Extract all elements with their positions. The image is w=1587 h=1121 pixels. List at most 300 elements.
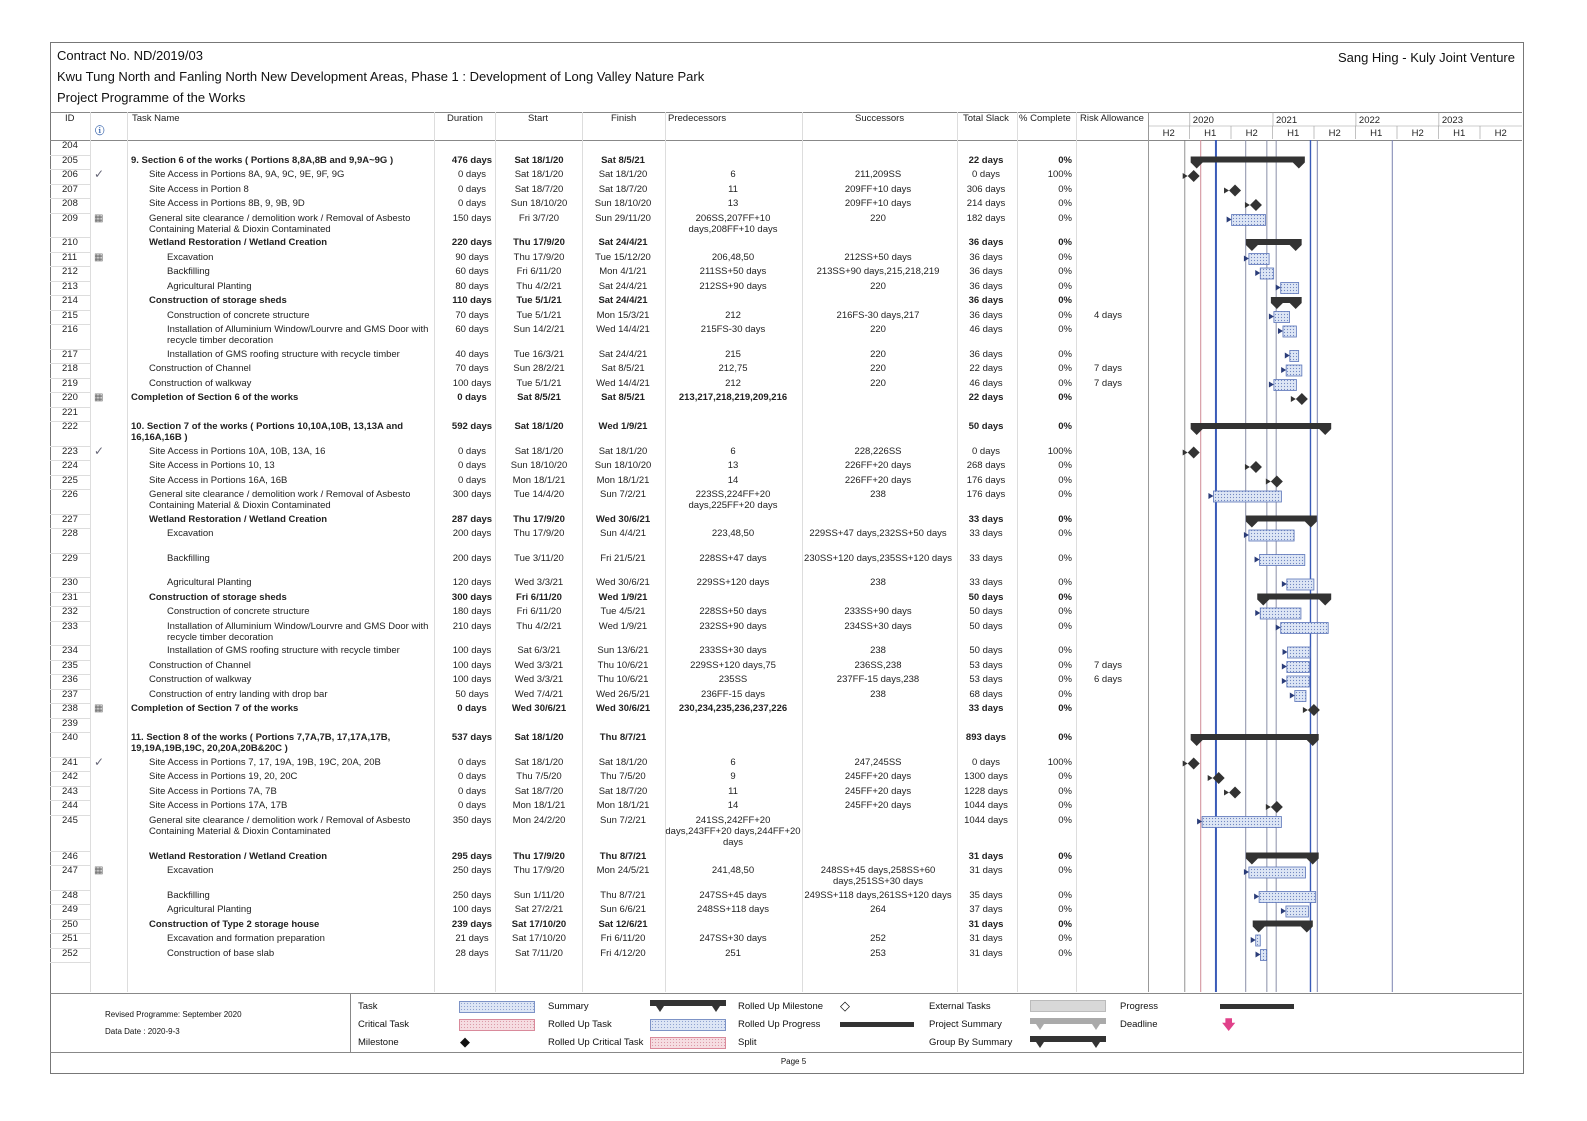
milestone-diamond xyxy=(1188,170,1200,182)
task-successors: 220 xyxy=(870,348,886,360)
table-row[interactable] xyxy=(50,140,1148,155)
task-predecessors: 215FS-30 days xyxy=(700,324,766,335)
milestone-diamond-icon: ◆ xyxy=(460,1034,470,1049)
table-row[interactable] xyxy=(50,771,1148,786)
task-name: 10. Section 7 of the works ( Portions 10,10A,10B, 13,13A and 16,16A,16B ) xyxy=(131,421,404,443)
link-arrow xyxy=(1224,790,1229,796)
task-successors: 226FF+20 days xyxy=(844,460,912,471)
task-id: 230 xyxy=(62,577,78,588)
task-id: 210 xyxy=(62,237,78,248)
link-arrow xyxy=(1278,328,1283,334)
table-row[interactable] xyxy=(50,378,1148,393)
task-duration: 28 days xyxy=(455,947,489,959)
task-pct-complete: 0% xyxy=(1058,251,1072,263)
table-row[interactable] xyxy=(50,475,1148,490)
table-row[interactable] xyxy=(50,606,1148,621)
task-pct-complete: 0% xyxy=(1058,732,1072,743)
table-row[interactable] xyxy=(50,718,1148,733)
task-pct-complete: 0% xyxy=(1058,645,1072,656)
task-pct-complete: 0% xyxy=(1058,591,1072,603)
info-icon: ⓘ xyxy=(95,126,105,137)
link-arrow xyxy=(1281,367,1286,373)
table-row[interactable] xyxy=(50,904,1148,919)
task-name: Completion of Section 6 of the works xyxy=(131,392,299,403)
table-row[interactable] xyxy=(50,281,1148,296)
task-predecessors: 11 xyxy=(728,183,738,195)
task-duration: 180 days xyxy=(452,606,492,617)
task-name: General site clearance / demolition work / Removal of Asbesto Containing Material & Dioxin Contaminated xyxy=(149,489,411,511)
table-row[interactable] xyxy=(50,703,1148,718)
task-successors: 212SS+50 days xyxy=(844,251,912,263)
link-arrow xyxy=(1245,464,1250,470)
task-finish: Sat 18/1/20 xyxy=(598,756,648,768)
link-arrow xyxy=(1227,217,1232,223)
task-name: Construction of Type 2 storage house xyxy=(149,918,320,930)
table-row[interactable] xyxy=(50,815,1148,851)
link-arrow xyxy=(1283,649,1288,655)
task-duration: 220 days xyxy=(451,237,493,248)
task-successors: 220 xyxy=(870,377,886,389)
link-arrow xyxy=(1266,804,1271,810)
task-bar xyxy=(1249,867,1306,878)
task-name: Agricultural Planting xyxy=(167,577,252,588)
task-id: 228 xyxy=(62,528,78,539)
table-row[interactable] xyxy=(50,674,1148,689)
task-name: Completion of Section 7 of the works xyxy=(131,703,299,714)
col-task-name[interactable]: Task Name xyxy=(132,113,180,124)
task-id: 235 xyxy=(62,659,78,671)
legend-critical-swatch xyxy=(459,1019,535,1031)
task-id: 208 xyxy=(62,198,78,209)
task-name: Construction of Channel xyxy=(149,363,251,374)
task-id: 205 xyxy=(62,154,78,166)
timescale-half-label: H2 xyxy=(1494,128,1507,139)
table-row[interactable] xyxy=(50,252,1148,267)
task-finish: Wed 30/6/21 xyxy=(595,703,651,714)
link-arrow xyxy=(1244,256,1249,262)
table-row[interactable] xyxy=(50,948,1148,963)
task-id: 223 xyxy=(62,445,78,457)
legend-summary-label: Summary xyxy=(548,1001,589,1012)
task-successors: 238 xyxy=(870,645,886,656)
company-name: Sang Hing - Kuly Joint Venture xyxy=(1337,50,1515,65)
task-start: Thu 17/9/20 xyxy=(513,528,565,539)
table-row[interactable] xyxy=(50,295,1148,310)
revised-programme: Revised Programme: September 2020 xyxy=(105,1010,242,1019)
task-id: 215 xyxy=(62,309,78,321)
task-pct-complete: 0% xyxy=(1058,460,1072,471)
task-successors: 245FF+20 days xyxy=(844,800,912,811)
task-total-slack: 36 days xyxy=(969,266,1003,277)
external-tasks-swatch xyxy=(1030,1000,1106,1012)
task-start: Sat 18/7/20 xyxy=(514,183,564,195)
task-id: 221 xyxy=(62,406,78,418)
task-duration: 0 days xyxy=(457,392,487,403)
task-bar xyxy=(1281,283,1299,294)
task-total-slack: 31 days xyxy=(969,947,1003,959)
task-predecessors: 6 xyxy=(730,445,736,457)
task-id: 248 xyxy=(62,889,78,901)
task-bar xyxy=(1295,691,1306,702)
group-summary-icon xyxy=(1030,1036,1106,1050)
table-row[interactable] xyxy=(50,553,1148,578)
table-row[interactable] xyxy=(50,800,1148,815)
task-predecessors: 212SS+90 days xyxy=(699,280,767,292)
col-start[interactable]: Start xyxy=(528,113,549,124)
task-id: 229 xyxy=(62,552,78,564)
task-successors: 236SS,238 xyxy=(854,659,902,671)
legend-rolled-up-progress-label: Rolled Up Progress xyxy=(738,1019,821,1030)
timescale-half-label: H1 xyxy=(1287,128,1300,139)
task-duration: 200 days xyxy=(452,528,492,539)
link-arrow xyxy=(1276,285,1281,291)
task-pct-complete: 0% xyxy=(1058,703,1072,714)
link-arrow xyxy=(1282,581,1287,587)
task-duration: 0 days xyxy=(458,771,486,782)
task-name: 11. Section 8 of the works ( Portions 7,7A,7B, 17,17A,17B, 19,19A,19B,19C, 20,20A,20B&20C ) xyxy=(131,732,391,754)
table-row[interactable] xyxy=(50,169,1148,184)
task-predecessors: 215 xyxy=(725,348,741,360)
task-id: 245 xyxy=(62,814,78,826)
task-id: 220 xyxy=(62,392,78,403)
legend-rolled-up-critical-swatch xyxy=(650,1037,726,1049)
task-name: Installation of GMS roofing structure with recycle timber xyxy=(167,645,400,656)
task-start: Sat 18/1/20 xyxy=(514,169,564,180)
milestone-diamond xyxy=(1308,704,1320,716)
task-start: Sun 14/2/21 xyxy=(513,324,565,335)
table-row[interactable] xyxy=(50,645,1148,660)
task-start: Sat 18/7/20 xyxy=(514,785,564,797)
table-row[interactable] xyxy=(50,890,1148,905)
table-row[interactable] xyxy=(50,933,1148,948)
task-finish: Mon 18/1/21 xyxy=(596,800,650,811)
task-predecessors: 236FF-15 days xyxy=(701,688,765,700)
task-name: Excavation and formation preparation xyxy=(167,933,325,944)
task-total-slack: 36 days xyxy=(969,251,1003,263)
task-total-slack: 36 days xyxy=(968,237,1004,248)
task-total-slack: 33 days xyxy=(968,513,1004,525)
link-arrow xyxy=(1197,819,1202,825)
table-row[interactable] xyxy=(50,621,1148,646)
task-id: 213 xyxy=(62,280,78,292)
task-finish: Thu 8/7/21 xyxy=(599,850,647,862)
task-finish: Sat 8/5/21 xyxy=(601,363,645,374)
task-id: 252 xyxy=(62,947,78,959)
task-successors: 226FF+20 days xyxy=(844,474,912,486)
task-duration: 0 days xyxy=(458,183,486,195)
task-total-slack: 1300 days xyxy=(964,771,1008,782)
task-name: General site clearance / demolition work / Removal of Asbesto Containing Material & Dioxin Contaminated xyxy=(149,814,411,837)
task-duration: 0 days xyxy=(458,785,486,797)
task-finish: Sat 18/1/20 xyxy=(598,445,648,457)
task-name: Excavation xyxy=(167,528,214,539)
calendar-icon: ▦ xyxy=(94,251,104,263)
summary-bar xyxy=(1191,734,1319,746)
task-successors: 230SS+120 days,235SS+120 days xyxy=(804,552,952,564)
task-finish: Sun 7/2/21 xyxy=(600,489,646,500)
task-start: Sat 18/1/20 xyxy=(514,421,564,432)
table-row[interactable] xyxy=(50,732,1148,757)
task-name: Construction of storage sheds xyxy=(149,591,287,603)
task-id: 251 xyxy=(62,933,78,944)
task-name: Excavation xyxy=(167,865,214,876)
col-duration[interactable]: Duration xyxy=(447,113,483,124)
task-start: Sat 7/11/20 xyxy=(515,947,563,959)
table-row[interactable] xyxy=(50,851,1148,866)
task-predecessors: 235SS xyxy=(718,674,748,685)
task-id: 247 xyxy=(62,865,78,876)
task-finish: Sat 8/5/21 xyxy=(601,392,645,403)
table-row[interactable] xyxy=(50,184,1148,199)
task-name: Construction of walkway xyxy=(149,674,252,685)
task-start: Thu 17/9/20 xyxy=(513,237,565,248)
table-row[interactable] xyxy=(50,213,1148,238)
table-row[interactable] xyxy=(50,660,1148,675)
task-successors: 245FF+20 days xyxy=(844,771,912,782)
task-start: Sat 8/5/21 xyxy=(517,392,561,403)
task-start: Tue 3/11/20 xyxy=(514,552,564,564)
table-row[interactable] xyxy=(50,865,1148,890)
task-finish: Sat 24/4/21 xyxy=(598,295,648,306)
task-finish: Wed 14/4/21 xyxy=(596,324,650,335)
task-successors: 216FS-30 days,217 xyxy=(836,309,920,321)
table-row[interactable] xyxy=(50,155,1148,170)
table-row[interactable] xyxy=(50,528,1148,553)
task-risk-allowance: 6 days xyxy=(1094,674,1122,685)
task-duration: 239 days xyxy=(451,918,493,930)
legend-rolled-up-task-swatch xyxy=(650,1019,726,1031)
task-total-slack: 31 days xyxy=(968,850,1004,862)
task-name: Backfilling xyxy=(167,552,210,564)
table-row[interactable] xyxy=(50,266,1148,281)
task-start: Thu 4/2/21 xyxy=(516,620,562,632)
milestone-diamond xyxy=(1188,758,1200,770)
task-total-slack: 31 days xyxy=(969,933,1003,944)
task-finish: Fri 4/12/20 xyxy=(600,947,646,959)
task-start: Wed 3/3/21 xyxy=(514,659,564,671)
table-row[interactable] xyxy=(50,324,1148,349)
col-id[interactable]: ID xyxy=(65,113,75,124)
task-pct-complete: 0% xyxy=(1058,659,1072,671)
table-row[interactable] xyxy=(50,349,1148,364)
task-pct-complete: 0% xyxy=(1058,933,1072,944)
task-predecessors: 223SS,224FF+20 days,225FF+20 days xyxy=(688,489,778,511)
col-pct-complete[interactable]: % Complete xyxy=(1019,113,1071,124)
task-finish: Sat 18/1/20 xyxy=(598,169,648,180)
task-finish: Mon 24/5/21 xyxy=(596,865,650,876)
table-row[interactable] xyxy=(50,489,1148,514)
task-total-slack: 37 days xyxy=(969,904,1003,915)
task-predecessors: 233SS+30 days xyxy=(699,645,767,656)
task-pct-complete: 0% xyxy=(1058,947,1072,959)
task-finish: Sat 18/7/20 xyxy=(598,785,648,797)
link-arrow xyxy=(1208,493,1213,499)
table-row[interactable] xyxy=(50,421,1148,446)
table-row[interactable] xyxy=(50,786,1148,801)
legend-rolled-up-task-label: Rolled Up Task xyxy=(548,1019,612,1030)
task-predecessors: 229SS+120 days,75 xyxy=(690,659,776,671)
col-risk-allowance[interactable]: Risk Allowance xyxy=(1080,113,1144,124)
table-row[interactable] xyxy=(50,392,1148,407)
task-name: Construction of Channel xyxy=(149,659,251,671)
table-row[interactable] xyxy=(50,689,1148,704)
progress-swatch xyxy=(1220,1004,1294,1009)
task-successors: 220 xyxy=(870,363,886,374)
table-row[interactable] xyxy=(50,198,1148,213)
task-bar xyxy=(1202,817,1281,828)
task-successors: 209FF+10 days xyxy=(844,198,912,209)
deadline-arrow-icon: 🡇 xyxy=(1222,1017,1236,1032)
table-row[interactable] xyxy=(50,310,1148,325)
task-successors: 238 xyxy=(870,489,886,500)
task-id: 250 xyxy=(62,918,78,930)
task-predecessors: 247SS+45 days xyxy=(699,889,767,901)
task-name: Backfilling xyxy=(167,266,210,277)
timescale-year-label: 2020 xyxy=(1192,115,1214,126)
task-total-slack: 33 days xyxy=(968,703,1004,714)
task-pct-complete: 0% xyxy=(1058,889,1072,901)
task-duration: 0 days xyxy=(458,474,486,486)
task-successors: 253 xyxy=(870,947,886,959)
task-id: 204 xyxy=(62,140,78,151)
timescale-half-label: H2 xyxy=(1411,128,1424,139)
summary-bar xyxy=(1246,853,1319,865)
page-number: Page 5 xyxy=(780,1057,807,1066)
task-total-slack: 53 days xyxy=(969,659,1003,671)
task-total-slack: 36 days xyxy=(969,348,1003,360)
task-total-slack: 36 days xyxy=(968,295,1004,306)
task-id: 217 xyxy=(62,348,78,360)
table-row[interactable] xyxy=(50,407,1148,422)
task-bar xyxy=(1286,365,1302,376)
task-pct-complete: 0% xyxy=(1058,363,1072,374)
legend-critical-label: Critical Task xyxy=(358,1019,410,1030)
task-finish: Sun 18/10/20 xyxy=(594,460,652,471)
task-duration: 250 days xyxy=(452,865,492,876)
table-row[interactable] xyxy=(50,577,1148,592)
task-successors: 220 xyxy=(870,212,886,224)
task-duration: 200 days xyxy=(452,552,492,564)
task-start: Tue 16/3/21 xyxy=(513,348,565,360)
task-finish: Mon 18/1/21 xyxy=(596,474,650,486)
task-name: Site Access in Portions 8B, 9, 9B, 9D xyxy=(149,198,305,209)
task-duration: 300 days xyxy=(451,591,493,603)
task-finish: Sun 6/6/21 xyxy=(600,904,646,915)
task-duration: 60 days xyxy=(455,324,489,335)
project-summary-icon xyxy=(1030,1018,1106,1032)
table-row[interactable] xyxy=(50,443,1148,461)
task-duration: 210 days xyxy=(452,620,492,632)
summary-bar xyxy=(1257,594,1331,606)
table-row[interactable] xyxy=(50,754,1148,772)
col-finish[interactable]: Finish xyxy=(611,113,637,124)
task-id: 211 xyxy=(62,251,78,263)
col-predecessors[interactable]: Predecessors xyxy=(668,113,727,124)
col-total-slack[interactable]: Total Slack xyxy=(963,113,1009,124)
task-pct-complete: 0% xyxy=(1058,348,1072,360)
task-duration: 100 days xyxy=(452,904,492,915)
task-start: Tue 14/4/20 xyxy=(513,489,565,500)
table-row[interactable] xyxy=(50,363,1148,378)
task-finish: Sun 29/11/20 xyxy=(595,212,651,224)
task-pct-complete: 0% xyxy=(1058,513,1072,525)
data-date: Data Date : 2020-9-3 xyxy=(105,1027,180,1036)
table-row[interactable] xyxy=(50,919,1148,934)
task-successors: 220 xyxy=(870,280,886,292)
task-start: Fri 6/11/20 xyxy=(516,266,562,277)
task-finish: Thu 10/6/21 xyxy=(597,659,649,671)
task-name: Site Access in Portions 10A, 10B, 13A, 16 xyxy=(149,445,326,457)
task-total-slack: 35 days xyxy=(969,889,1003,901)
task-pct-complete: 0% xyxy=(1058,309,1072,321)
task-total-slack: 182 days xyxy=(966,212,1006,224)
col-successors[interactable]: Successors xyxy=(855,113,905,124)
task-total-slack: 268 days xyxy=(966,460,1006,471)
task-predecessors: 232SS+90 days xyxy=(699,620,767,632)
table-row[interactable] xyxy=(50,460,1148,475)
task-name: Wetland Restoration / Wetland Creation xyxy=(149,237,328,248)
task-pct-complete: 0% xyxy=(1058,865,1072,876)
task-predecessors: 229SS+120 days xyxy=(696,577,770,588)
task-start: Mon 18/1/21 xyxy=(512,800,566,811)
task-bar xyxy=(1249,530,1294,541)
task-bar xyxy=(1286,906,1308,917)
task-id: 249 xyxy=(62,904,78,915)
task-successors: 229SS+47 days,232SS+50 days xyxy=(809,528,947,539)
calendar-icon: ▦ xyxy=(94,212,104,224)
task-name: Wetland Restoration / Wetland Creation xyxy=(149,850,328,862)
task-total-slack: 33 days xyxy=(969,577,1003,588)
task-duration: 0 days xyxy=(458,800,486,811)
link-arrow xyxy=(1254,894,1259,900)
task-total-slack: 1044 days xyxy=(964,800,1008,811)
task-finish: Wed 1/9/21 xyxy=(598,421,648,432)
task-duration: 0 days xyxy=(458,460,486,471)
task-start: Sat 18/1/20 xyxy=(514,445,564,457)
milestone-diamond xyxy=(1213,772,1225,784)
task-finish: Sun 7/2/21 xyxy=(600,814,646,826)
task-bar xyxy=(1249,254,1269,265)
task-predecessors: 6 xyxy=(730,169,736,180)
task-start: Sat 17/10/20 xyxy=(511,918,567,930)
task-id: 234 xyxy=(62,645,78,656)
task-pct-complete: 0% xyxy=(1058,918,1072,930)
task-finish: Thu 8/7/21 xyxy=(599,732,647,743)
table-row[interactable] xyxy=(50,514,1148,529)
table-row[interactable] xyxy=(50,592,1148,607)
task-duration: 0 days xyxy=(458,198,486,209)
task-name: Construction of walkway xyxy=(149,377,252,389)
task-risk-allowance: 7 days xyxy=(1094,659,1122,671)
task-id: 243 xyxy=(62,785,78,797)
task-start: Tue 5/1/21 xyxy=(516,377,562,389)
table-row[interactable] xyxy=(50,237,1148,252)
timescale-half-label: H2 xyxy=(1328,128,1341,139)
task-predecessors: 206,48,50 xyxy=(711,251,755,263)
task-total-slack: 0 days xyxy=(972,756,1000,768)
link-arrow xyxy=(1245,202,1250,208)
task-bar xyxy=(1232,215,1266,226)
legend-external-label: External Tasks xyxy=(929,1001,991,1012)
link-arrow xyxy=(1244,532,1249,538)
timescale-year-label: 2022 xyxy=(1358,115,1381,126)
task-predecessors: 228SS+47 days xyxy=(699,552,767,564)
task-predecessors: 251 xyxy=(725,947,741,959)
link-arrow xyxy=(1276,625,1281,631)
task-id: 226 xyxy=(62,489,78,500)
task-pct-complete: 0% xyxy=(1058,606,1072,617)
task-id: 227 xyxy=(62,513,78,525)
